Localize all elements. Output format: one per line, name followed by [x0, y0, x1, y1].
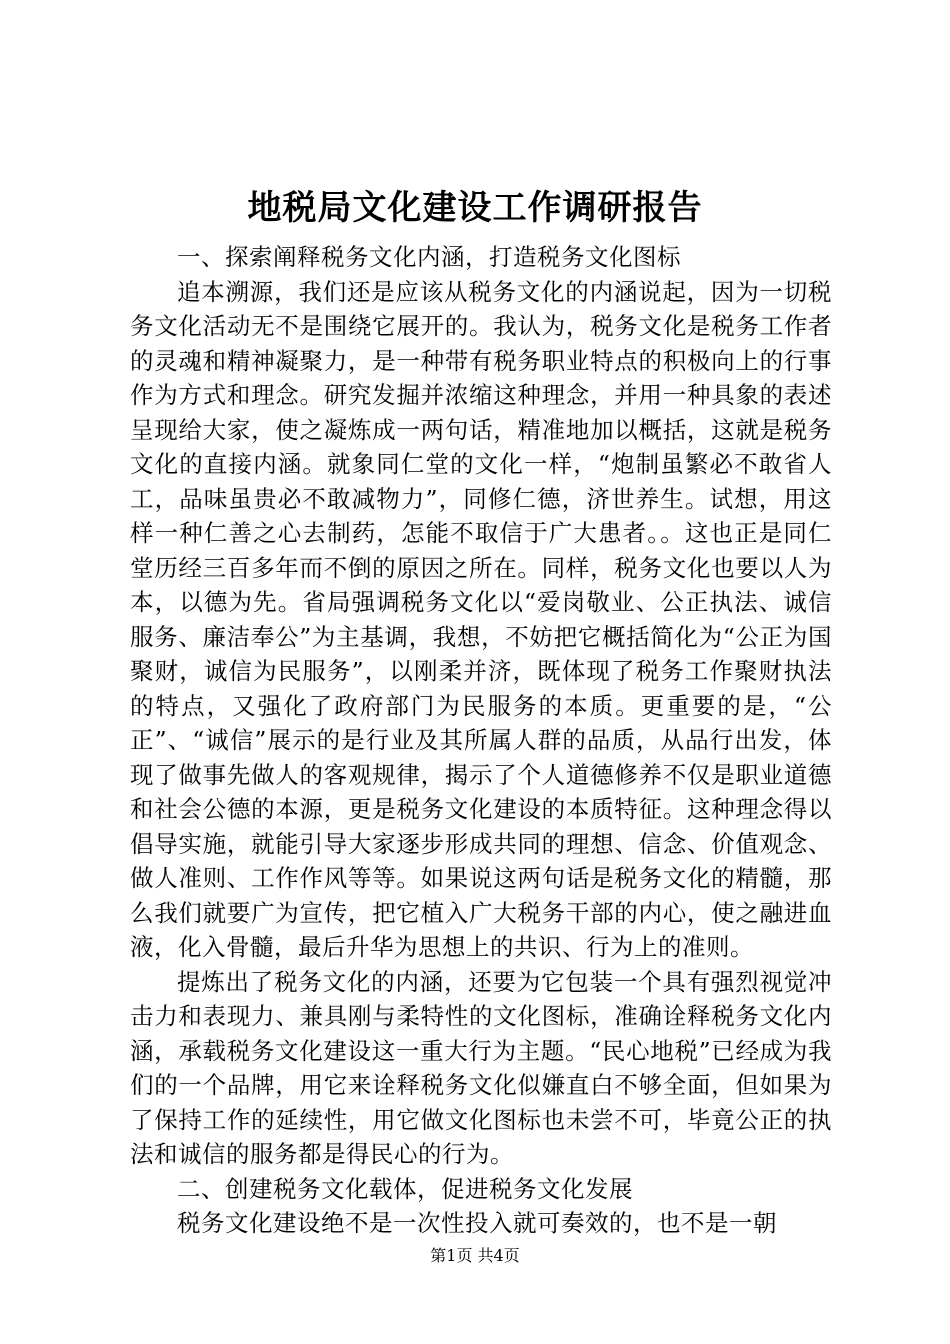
document-title: 地税局文化建设工作调研报告 — [247, 188, 703, 228]
body-paragraph: 税务文化建设绝不是一次性投入就可奏效的，也不是一朝 — [177, 1209, 777, 1237]
body-paragraph: 追本溯源，我们还是应该从税务文化的内涵说起，因为一切税务文化活动无不是围绕它展开的。我认为，税务文化是税务工作者的灵魂和精神凝聚力，是一种带有税务职业特点的积极向上的行事作为方式和理念。研究发掘并浓缩这种理念，并用一种具象的表述呈现给大家，使之凝炼成一两句话，精准地加以概括，这就是税务文化的直接内涵。就象同仁堂的文化一样，“炮制虽繁必不敢省人工，品味虽贵必不敢减物力”，同修仁德，济世养生。试想，用这样一种仁善之心去制药，怎能不取信于广大患者。。这也正是同仁堂历经三百多年而不倒的原因之所在。同样，税务文化也要以人为本，以德为先。省局强调税务文化以“爱岗敬业、公正执法、诚信服务、廉洁奉公”为主基调，我想，不妨把它概括简化为“公正为国聚财，诚信为民服务”，以刚柔并济，既体现了税务工作聚财执法的特点，又强化了政府部门为民服务的本质。更重要的是，“公正”、“诚信”展示的是行业及其所属人群的品质，从品行出发，体现了做事先做人的客观规律，揭示了个人道德修养不仅是职业道德和社会公德的本源，更是税务文化建设的本质特征。这种理念得以倡导实施，就能引导大家逐步形成共同的理想、信念、价值观念、做人准则、工作作风等等。如果说这两句话是税务文化的精髓，那么我们就要广为宣传，把它植入广大税务干部的内心，使之融进血液，化入骨髓，最后升华为思想上的共识、行为上的准则。 — [130, 277, 832, 961]
page-number-footer: 第1页 共4页 — [430, 1246, 520, 1265]
document-body — [130, 240, 832, 1241]
section-heading-1: 一、探索阐释税务文化内涵，打造税务文化图标 — [177, 243, 681, 271]
body-paragraph: 提炼出了税务文化的内涵，还要为它包装一个具有强烈视觉冲击力和表现力、兼具刚与柔特性的文化图标，准确诠释税务文化内涵，承载税务文化建设这一重大行为主题。“民心地税”已经成为我们的一个品牌，用它来诠释税务文化似嫌直白不够全面，但如果为了保持工作的延续性，用它做文化图标也未尝不可，毕竟公正的执法和诚信的服务都是得民心的行为。 — [130, 967, 832, 1168]
section-heading-2: 二、创建税务文化载体，促进税务文化发展 — [177, 1174, 633, 1203]
